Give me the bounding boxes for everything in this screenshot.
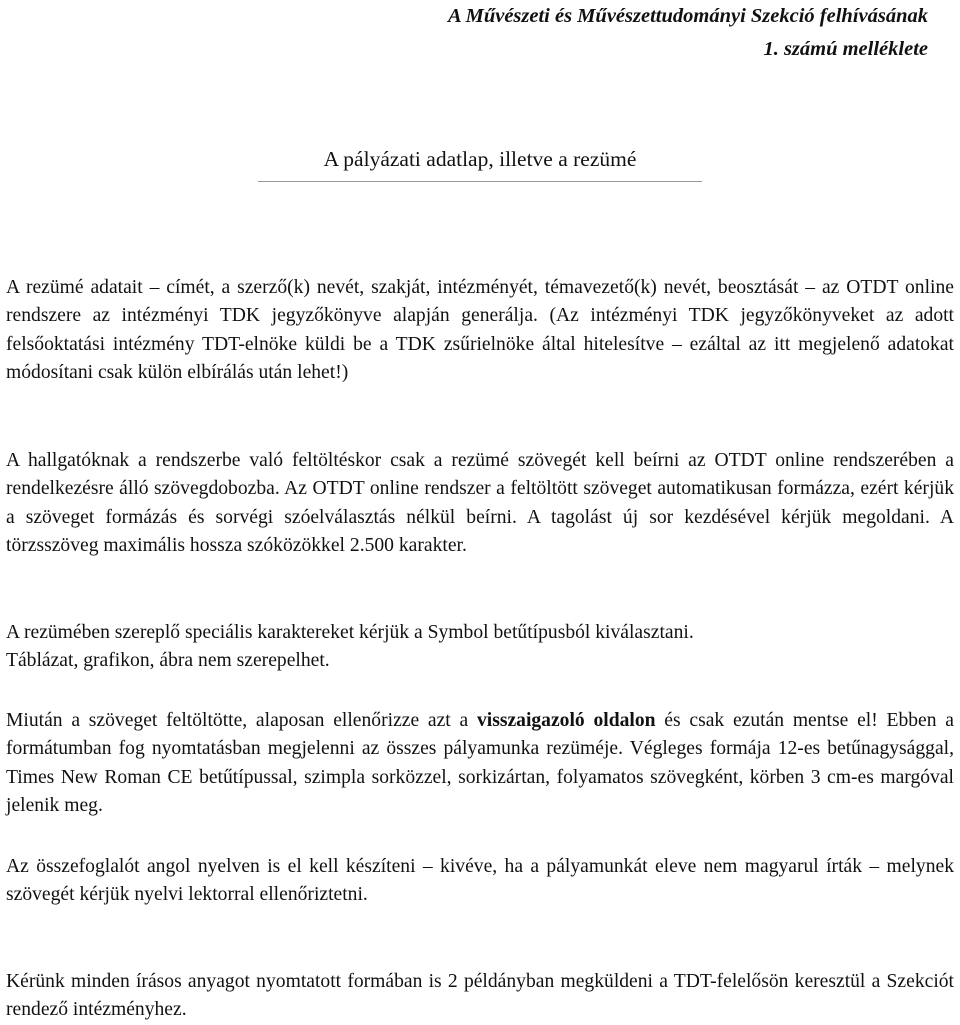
paragraph-upload-instructions: A hallgatóknak a rendszerbe való feltöltéskor csak a rezümé szövegét kell beírni az OTDT online rendszerében a rendelkezésre álló szövegdobozba. Az OTDT online rendszer a feltöltött szöveget automatikusan formázza, ezért kérjük a szöveget formázás és sorvégi szóelválasztás nélkül beírni. A tagolást új sor kezdésével kérjük megoldani. A törzsszöveg maximális hossza szóközökkel 2.500 karakter. — [6, 450, 954, 556]
title-divider — [258, 181, 702, 182]
paragraph-printed-copies: Kérünk minden írásos anyagot nyomtatott formában is 2 példányban megküldeni a TDT-felelősön keresztül a Szekciót rendező intézményhez. — [6, 971, 954, 1021]
verification-text-after: és csak ezután mentse el! Ebben a formátumban fog nyomtatásban megjelenni az összes pályamunka rezüméje. Végleges formája 12-es betűnagysággal, Times New Roman CE betűtípussal, szimpla sorközzel, sorkizártan, folyamatos szövegként, körben 3 cm-es margóval jelenik meg. — [6, 710, 954, 816]
special-characters-line: A rezümében szereplő speciális karaktereket kérjük a Symbol betűtípusból kiválasztani. — [6, 622, 694, 643]
annex-header-line1: A Művészeti és Művészettudományi Szekció felhívásának — [447, 5, 928, 27]
paragraph-verification — [6, 707, 954, 820]
paragraph-resume-data: A rezümé adatait – címét, a szerző(k) nevét, szakját, intézményét, témavezető(k) nevét, beosztását – az OTDT online rendszere az intézményi TDK jegyzőkönyve alapján generálja. (Az intézményi TDK jegyzőkönyveket az adott felsőoktatási intézmény TDT-elnöke küldi be a TDK zsűrielnöke által hitelesítve – ezáltal az itt megjelenő adatokat módosítani csak külön elbírálás után lehet!) — [6, 277, 954, 383]
annex-header-line2: 1. számú melléklete — [763, 38, 928, 60]
annex-header — [448, 0, 928, 66]
verification-text-before: Miután a szöveget feltöltötte, alaposan ellenőrizze azt a — [6, 710, 477, 731]
no-tables-line: Táblázat, grafikon, ábra nem szerepelhet. — [6, 650, 330, 672]
paragraph-english-summary: Az összefoglalót angol nyelven is el kell készíteni – kivéve, ha a pályamunkát eleve nem magyarul írták – melynek szövegét kérjük nyelvi lektorral ellenőriztetni. — [6, 856, 954, 906]
verification-page-emphasis: visszaigazoló oldalon — [476, 710, 656, 731]
paragraph-special-characters — [6, 619, 954, 676]
page-title: A pályázati adatlap, illetve a rezümé — [323, 147, 637, 171]
